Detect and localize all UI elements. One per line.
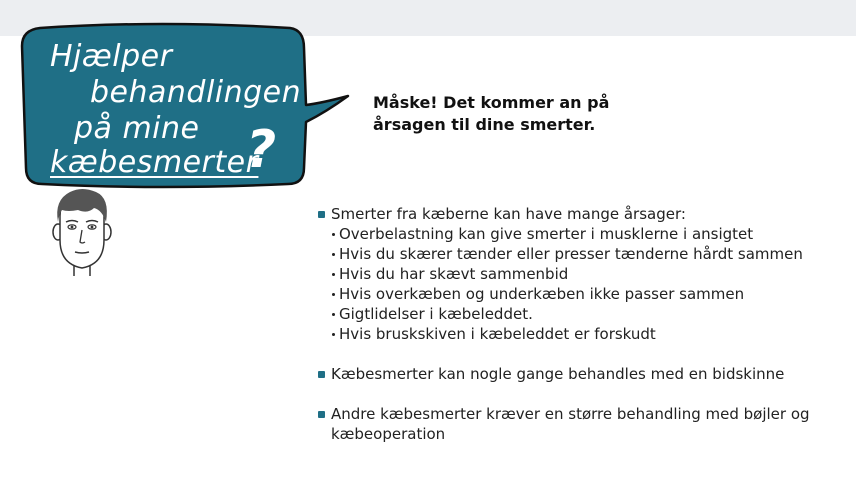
sub-list-item-text: Hvis bruskskiven i kæbeleddet er forskudt (339, 325, 656, 343)
sub-list-item (331, 264, 838, 284)
list-item (318, 364, 838, 384)
sub-list (318, 224, 838, 344)
dot-bullet-icon (332, 333, 335, 336)
bubble-line-2: behandlingen (90, 75, 302, 110)
sub-list-item (331, 284, 838, 304)
sub-list-item-text: Hvis du skærer tænder eller presser tænderne hårdt sammen (339, 245, 803, 263)
bubble-line-4: kæbesmerter (50, 145, 259, 180)
square-bullet-icon (318, 411, 325, 418)
bubble-line-1: Hjælper (50, 39, 173, 74)
square-bullet-icon (318, 371, 325, 378)
question-mark: ? (246, 120, 277, 180)
answer-text: Måske! Det kommer an på årsagen til dine smerter. (373, 93, 610, 134)
sub-list-item-text: Gigtlidelser i kæbeleddet. (339, 305, 533, 323)
list-item (318, 204, 838, 224)
sub-list-item (331, 224, 838, 244)
sub-list-item (331, 244, 838, 264)
face-illustration (50, 186, 114, 278)
list-item-text: Smerter fra kæberne kan have mange årsager: (331, 205, 686, 223)
sub-list-item-text: Hvis overkæben og underkæben ikke passer sammen (339, 285, 745, 303)
sub-list-item (331, 304, 838, 324)
sub-list-item-text: Hvis du har skævt sammenbid (339, 265, 569, 283)
square-bullet-icon (318, 211, 325, 218)
dot-bullet-icon (332, 253, 335, 256)
dot-bullet-icon (332, 273, 335, 276)
content-list (318, 204, 838, 444)
list-item-text: Kæbesmerter kan nogle gange behandles med en bidskinne (331, 365, 785, 383)
sub-list-item (331, 324, 838, 344)
bubble-line-3: på mine (74, 111, 200, 146)
list-item (318, 404, 838, 444)
dot-bullet-icon (332, 313, 335, 316)
list-item-text: Andre kæbesmerter kræver en større behandling med bøjler og kæbeoperation (331, 405, 810, 443)
dot-bullet-icon (332, 233, 335, 236)
sub-list-item-text: Overbelastning kan give smerter i musklerne i ansigtet (339, 225, 754, 243)
dot-bullet-icon (332, 293, 335, 296)
